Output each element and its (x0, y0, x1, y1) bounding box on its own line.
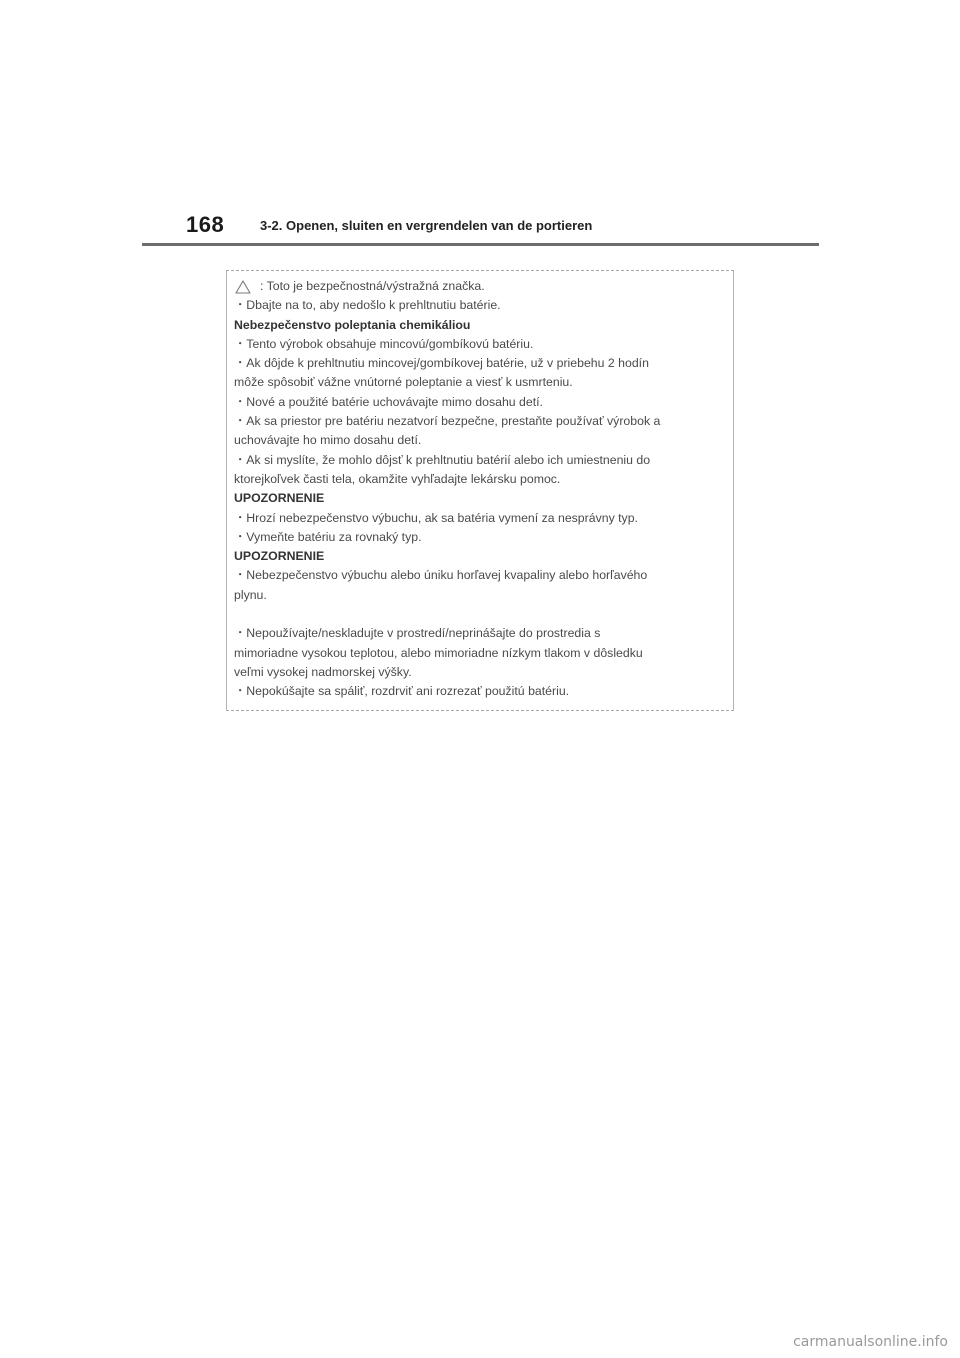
symbol-caption-row (234, 277, 725, 296)
notice-line: ・Nebezpečenstvo výbuchu alebo úniku horľavej kvapaliny alebo horľavého (234, 568, 648, 583)
notice-line: mimoriadne vysokou teplotou, alebo mimoriadne nízkym tlakom v dôsledku (234, 645, 643, 660)
notice-box (226, 270, 734, 711)
header-rule (142, 243, 819, 246)
notice-lines (234, 296, 725, 701)
notice-line: ・Nepokúšajte sa spáliť, rozdrviť ani rozrezať použitú batériu. (234, 684, 570, 699)
section-title: 3-2. Openen, sluiten en vergrendelen van de portieren (260, 218, 593, 233)
symbol-caption: : Toto je bezpečnostná/výstražná značka. (260, 279, 485, 293)
notice-line: ・Hrozí nebezpečenstvo výbuchu, ak sa batéria vymení za nesprávny typ. (234, 510, 638, 525)
notice-line: ・Dbajte na to, aby nedošlo k prehltnutiu batérie. (234, 298, 501, 313)
notice-line: ・Vymeňte batériu za rovnaký typ. (234, 529, 422, 544)
page-number: 168 (186, 212, 225, 237)
notice-line: plynu. (234, 587, 267, 602)
footer-watermark: carmanualsonline.info (793, 1334, 948, 1350)
notice-line: ・Nové a použité batérie uchovávajte mimo dosahu detí. (234, 394, 543, 409)
notice-line: ・Tento výrobok obsahuje mincovú/gombíkovú batériu. (234, 336, 534, 351)
notice-line: ・Ak si myslíte, že mohlo dôjsť k prehltnutiu batérií alebo ich umiestneniu do (234, 452, 651, 467)
notice-line: uchovávajte ho mimo dosahu detí. (234, 433, 422, 448)
notice-heading: UPOZORNENIE (234, 491, 325, 506)
notice-heading: Nebezpečenstvo poleptania chemikáliou (234, 317, 471, 332)
notice-line: ・Nepoužívajte/neskladujte v prostredí/neprinášajte do prostredia s (234, 626, 601, 641)
notice-line: ktorejkoľvek časti tela, okamžite vyhľadajte lekársku pomoc. (234, 471, 561, 486)
notice-line: ・Ak sa priestor pre batériu nezatvorí bezpečne, prestaňte používať výrobok a (234, 414, 661, 429)
notice-line: ・Ak dôjde k prehltnutiu mincovej/gombíkovej batérie, už v priebehu 2 hodín (234, 356, 649, 371)
warning-triangle-icon (235, 280, 251, 294)
notice-line: veľmi vysokej nadmorskej výšky. (234, 664, 412, 679)
notice-spacer (234, 605, 725, 624)
notice-heading: UPOZORNENIE (234, 549, 325, 564)
notice-line: môže spôsobiť vážne vnútorné poleptanie a viesť k usmrteniu. (234, 375, 573, 390)
